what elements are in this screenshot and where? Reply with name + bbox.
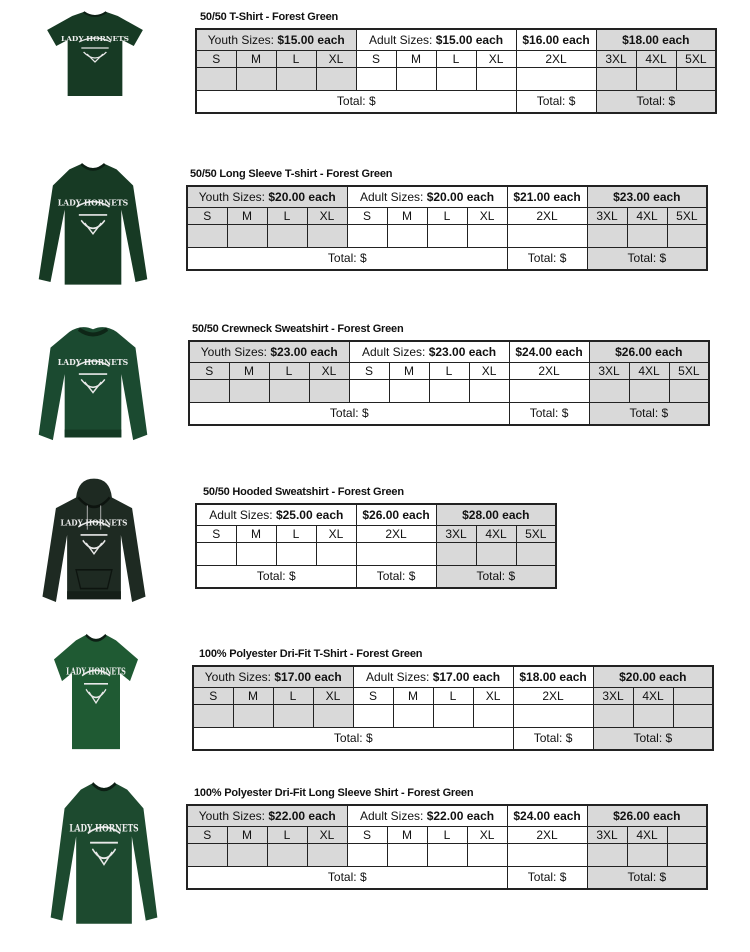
- size-label: L: [276, 525, 316, 542]
- size-group-price: $28.00 each: [462, 507, 530, 522]
- size-label: M: [387, 826, 427, 843]
- size-label: 3XL: [589, 362, 629, 379]
- quantity-cell[interactable]: [669, 379, 709, 402]
- size-label: S: [353, 687, 393, 704]
- quantity-cell[interactable]: [593, 704, 633, 727]
- size-label: 4XL: [629, 362, 669, 379]
- quantity-cell[interactable]: [467, 224, 507, 247]
- size-label: M: [236, 525, 276, 542]
- size-label: S: [189, 362, 229, 379]
- order-table: [186, 804, 708, 890]
- size-label: 5XL: [516, 525, 556, 542]
- quantity-cell[interactable]: [196, 67, 236, 90]
- quantity-cell[interactable]: [633, 704, 673, 727]
- size-label: 2XL: [513, 687, 593, 704]
- size-label: 4XL: [476, 525, 516, 542]
- size-group-header: [589, 341, 709, 362]
- quantity-cell[interactable]: [389, 379, 429, 402]
- hoodie-icon: [38, 476, 150, 615]
- size-group-price: $17.00 each: [432, 669, 501, 684]
- total-field[interactable]: Total: $: [189, 402, 509, 425]
- size-group-price: $23.00 each: [270, 344, 338, 359]
- size-label: 5XL: [667, 207, 707, 224]
- size-label: L: [267, 826, 307, 843]
- size-group-price: $23.00 each: [428, 344, 497, 359]
- quantity-cell[interactable]: [276, 542, 316, 565]
- size-label: XL: [316, 525, 356, 542]
- size-label: M: [227, 826, 267, 843]
- size-label: 2XL: [507, 207, 587, 224]
- size-label: 5XL: [676, 50, 716, 67]
- size-group-price: $25.00 each: [275, 507, 344, 522]
- total-field[interactable]: Total: $: [507, 247, 587, 270]
- quantity-cell[interactable]: [309, 379, 349, 402]
- size-group-header: [187, 805, 347, 826]
- size-label: 4XL: [627, 826, 667, 843]
- size-group-price: $15.00 each: [277, 32, 345, 47]
- size-group-header: [349, 341, 509, 362]
- quantity-cell[interactable]: [429, 379, 469, 402]
- size-group-label: Adult Sizes:: [368, 32, 433, 47]
- quantity-cell[interactable]: [589, 379, 629, 402]
- product-title: 50/50 T-Shirt - Forest Green: [200, 11, 339, 23]
- quantity-cell[interactable]: [587, 843, 627, 866]
- size-label: L: [276, 50, 316, 67]
- quantity-cell[interactable]: [393, 704, 433, 727]
- size-label: 3XL: [593, 687, 633, 704]
- quantity-cell[interactable]: [187, 224, 227, 247]
- size-group-header: [347, 186, 507, 207]
- size-group-header: [196, 504, 356, 525]
- size-group-label: Adult Sizes:: [209, 507, 273, 522]
- size-group-header: [596, 29, 716, 50]
- size-group-label: Adult Sizes:: [361, 344, 426, 359]
- size-group-header: [356, 504, 436, 525]
- quantity-cell[interactable]: [269, 379, 309, 402]
- quantity-cell[interactable]: [307, 224, 347, 247]
- size-label: 4XL: [636, 50, 676, 67]
- order-table: [188, 340, 710, 426]
- svg-text:LADY HORNETS: LADY HORNETS: [60, 34, 130, 43]
- order-table: [192, 665, 714, 751]
- size-label: S: [196, 525, 236, 542]
- quantity-cell[interactable]: [516, 67, 596, 90]
- size-group-price: $21.00 each: [513, 189, 581, 204]
- product-title: 50/50 Hooded Sweatshirt - Forest Green: [203, 486, 404, 498]
- size-label: XL: [467, 207, 507, 224]
- total-field[interactable]: Total: $: [187, 866, 507, 889]
- size-group-header: [587, 805, 707, 826]
- size-group-header: [509, 341, 589, 362]
- quantity-cell[interactable]: [356, 542, 436, 565]
- size-group-header: [353, 666, 513, 687]
- order-table: [186, 185, 708, 271]
- dri-fit-long-sleeve-icon: [46, 774, 162, 935]
- total-field[interactable]: Total: $: [507, 866, 587, 889]
- quantity-cell[interactable]: [636, 67, 676, 90]
- quantity-cell[interactable]: [473, 704, 513, 727]
- quantity-cell[interactable]: [187, 843, 227, 866]
- size-group-price: $26.00 each: [362, 507, 430, 522]
- total-field[interactable]: Total: $: [513, 727, 593, 750]
- quantity-cell[interactable]: [189, 379, 229, 402]
- quantity-cell[interactable]: [627, 224, 667, 247]
- size-label: 2XL: [509, 362, 589, 379]
- quantity-cell[interactable]: [229, 379, 269, 402]
- quantity-cell[interactable]: [587, 224, 627, 247]
- quantity-cell[interactable]: [467, 843, 507, 866]
- quantity-cell[interactable]: [227, 224, 267, 247]
- quantity-cell[interactable]: [316, 67, 356, 90]
- size-group-price: $26.00 each: [613, 808, 681, 823]
- size-label: L: [436, 50, 476, 67]
- product-title: 50/50 Crewneck Sweatshirt - Forest Green: [192, 323, 404, 335]
- quantity-cell[interactable]: [469, 379, 509, 402]
- quantity-cell[interactable]: [513, 704, 593, 727]
- quantity-cell[interactable]: [627, 843, 667, 866]
- quantity-cell[interactable]: [476, 542, 516, 565]
- size-label: S: [356, 50, 396, 67]
- size-label: L: [269, 362, 309, 379]
- size-group-label: Youth Sizes:: [207, 32, 275, 47]
- quantity-cell[interactable]: [596, 67, 636, 90]
- size-label: 3XL: [587, 207, 627, 224]
- quantity-cell[interactable]: [347, 224, 387, 247]
- size-group-label: Adult Sizes:: [359, 808, 424, 823]
- quantity-cell[interactable]: [629, 379, 669, 402]
- total-field[interactable]: Total: $: [587, 866, 707, 889]
- size-label: XL: [307, 826, 347, 843]
- quantity-cell[interactable]: [227, 843, 267, 866]
- size-group-price: $15.00 each: [435, 32, 504, 47]
- quantity-cell[interactable]: [507, 224, 587, 247]
- order-table: [195, 503, 557, 589]
- quantity-cell[interactable]: [427, 843, 467, 866]
- total-field[interactable]: Total: $: [593, 727, 713, 750]
- quantity-cell[interactable]: [236, 67, 276, 90]
- size-label: L: [427, 826, 467, 843]
- dri-fit-tshirt-icon: [46, 624, 146, 765]
- total-field[interactable]: Total: $: [589, 402, 709, 425]
- size-label: 3XL: [596, 50, 636, 67]
- size-group-header: [513, 666, 593, 687]
- size-group-header: [356, 29, 516, 50]
- size-group-price: $23.00 each: [613, 189, 681, 204]
- size-label: M: [389, 362, 429, 379]
- size-label: 5XL: [669, 362, 709, 379]
- total-field[interactable]: Total: $: [436, 565, 556, 588]
- total-field[interactable]: Total: $: [196, 90, 516, 113]
- size-group-price: $20.00 each: [619, 669, 687, 684]
- size-group-header: [193, 666, 353, 687]
- size-label: M: [227, 207, 267, 224]
- size-group-label: Adult Sizes:: [359, 189, 424, 204]
- size-group-label: Youth Sizes:: [198, 808, 266, 823]
- size-label: XL: [316, 50, 356, 67]
- size-group-price: $24.00 each: [515, 344, 583, 359]
- size-group-price: $18.00 each: [622, 32, 690, 47]
- total-field[interactable]: Total: $: [193, 727, 513, 750]
- quantity-cell[interactable]: [433, 704, 473, 727]
- size-label: XL: [309, 362, 349, 379]
- crewneck-sweatshirt-icon: [34, 316, 152, 453]
- quantity-cell[interactable]: [476, 67, 516, 90]
- total-field[interactable]: Total: $: [196, 565, 356, 588]
- quantity-cell[interactable]: [427, 224, 467, 247]
- total-field[interactable]: Total: $: [596, 90, 716, 113]
- size-group-price: $22.00 each: [426, 808, 495, 823]
- size-group-price: $17.00 each: [274, 669, 342, 684]
- quantity-cell[interactable]: [507, 843, 587, 866]
- size-group-header: [516, 29, 596, 50]
- size-group-header: [507, 186, 587, 207]
- size-group-label: Adult Sizes:: [365, 669, 430, 684]
- size-group-price: $20.00 each: [268, 189, 336, 204]
- size-group-header: [196, 29, 356, 50]
- total-field[interactable]: Total: $: [356, 565, 436, 588]
- tshirt-icon: [38, 4, 152, 109]
- size-label: XL: [313, 687, 353, 704]
- product-title: 100% Polyester Dri-Fit Long Sleeve Shirt - Forest Green: [194, 787, 474, 799]
- size-label: XL: [476, 50, 516, 67]
- size-label: M: [387, 207, 427, 224]
- quantity-cell[interactable]: [396, 67, 436, 90]
- size-label: L: [267, 207, 307, 224]
- quantity-cell[interactable]: [196, 542, 236, 565]
- svg-text:LADY HORNETS: LADY HORNETS: [66, 666, 126, 677]
- total-field[interactable]: Total: $: [587, 247, 707, 270]
- size-label: S: [347, 207, 387, 224]
- size-group-price: $18.00 each: [519, 669, 587, 684]
- quantity-cell[interactable]: [387, 843, 427, 866]
- size-label: L: [427, 207, 467, 224]
- quantity-cell[interactable]: [347, 843, 387, 866]
- size-label: M: [396, 50, 436, 67]
- quantity-cell[interactable]: [676, 67, 716, 90]
- quantity-cell[interactable]: [267, 843, 307, 866]
- quantity-cell[interactable]: [273, 704, 313, 727]
- quantity-cell[interactable]: [667, 843, 707, 866]
- size-label: 4XL: [633, 687, 673, 704]
- size-group-header: [593, 666, 713, 687]
- size-group-price: $20.00 each: [426, 189, 495, 204]
- size-group-price: $16.00 each: [522, 32, 590, 47]
- size-group-price: $24.00 each: [513, 808, 581, 823]
- svg-text:LADY HORNETS: LADY HORNETS: [69, 823, 139, 836]
- size-label: 2XL: [516, 50, 596, 67]
- quantity-cell[interactable]: [313, 704, 353, 727]
- size-group-label: Youth Sizes:: [198, 189, 266, 204]
- size-label: S: [187, 826, 227, 843]
- size-group-header: [507, 805, 587, 826]
- size-group-header: [189, 341, 349, 362]
- size-label: L: [273, 687, 313, 704]
- quantity-cell[interactable]: [516, 542, 556, 565]
- long-sleeve-shirt-icon: [34, 156, 152, 295]
- quantity-cell[interactable]: [436, 67, 476, 90]
- size-label: M: [236, 50, 276, 67]
- svg-text:LADY HORNETS: LADY HORNETS: [57, 356, 129, 367]
- size-label: 3XL: [436, 525, 476, 542]
- size-label: XL: [469, 362, 509, 379]
- size-label: S: [187, 207, 227, 224]
- size-group-label: Youth Sizes:: [204, 669, 272, 684]
- svg-text:LADY HORNETS: LADY HORNETS: [60, 516, 128, 528]
- size-label: XL: [473, 687, 513, 704]
- size-label: S: [347, 826, 387, 843]
- size-label: [667, 826, 707, 843]
- quantity-cell[interactable]: [356, 67, 396, 90]
- size-group-header: [436, 504, 556, 525]
- size-label: S: [196, 50, 236, 67]
- size-label: 2XL: [507, 826, 587, 843]
- total-field[interactable]: Total: $: [509, 402, 589, 425]
- size-group-label: Youth Sizes:: [200, 344, 268, 359]
- quantity-cell[interactable]: [267, 224, 307, 247]
- size-label: XL: [307, 207, 347, 224]
- quantity-cell[interactable]: [387, 224, 427, 247]
- quantity-cell[interactable]: [353, 704, 393, 727]
- size-label: XL: [467, 826, 507, 843]
- size-label: 3XL: [587, 826, 627, 843]
- quantity-cell[interactable]: [316, 542, 356, 565]
- quantity-cell[interactable]: [673, 704, 713, 727]
- size-group-header: [587, 186, 707, 207]
- quantity-cell[interactable]: [307, 843, 347, 866]
- size-label: L: [433, 687, 473, 704]
- size-group-price: $22.00 each: [268, 808, 336, 823]
- size-label: L: [429, 362, 469, 379]
- size-group-header: [187, 186, 347, 207]
- product-title: 50/50 Long Sleeve T-shirt - Forest Green: [190, 168, 393, 180]
- total-field[interactable]: Total: $: [187, 247, 507, 270]
- quantity-cell[interactable]: [193, 704, 233, 727]
- quantity-cell[interactable]: [236, 542, 276, 565]
- size-label: 2XL: [356, 525, 436, 542]
- product-title: 100% Polyester Dri-Fit T-Shirt - Forest Green: [199, 648, 423, 660]
- size-label: [673, 687, 713, 704]
- quantity-cell[interactable]: [276, 67, 316, 90]
- size-group-header: [347, 805, 507, 826]
- svg-text:LADY HORNETS: LADY HORNETS: [57, 197, 129, 208]
- quantity-cell[interactable]: [667, 224, 707, 247]
- size-label: M: [233, 687, 273, 704]
- size-label: M: [393, 687, 433, 704]
- quantity-cell[interactable]: [509, 379, 589, 402]
- size-label: S: [349, 362, 389, 379]
- total-field[interactable]: Total: $: [516, 90, 596, 113]
- order-table: [195, 28, 717, 114]
- quantity-cell[interactable]: [349, 379, 389, 402]
- quantity-cell[interactable]: [233, 704, 273, 727]
- size-label: S: [193, 687, 233, 704]
- size-label: M: [229, 362, 269, 379]
- size-group-price: $26.00 each: [615, 344, 683, 359]
- size-label: 4XL: [627, 207, 667, 224]
- quantity-cell[interactable]: [436, 542, 476, 565]
